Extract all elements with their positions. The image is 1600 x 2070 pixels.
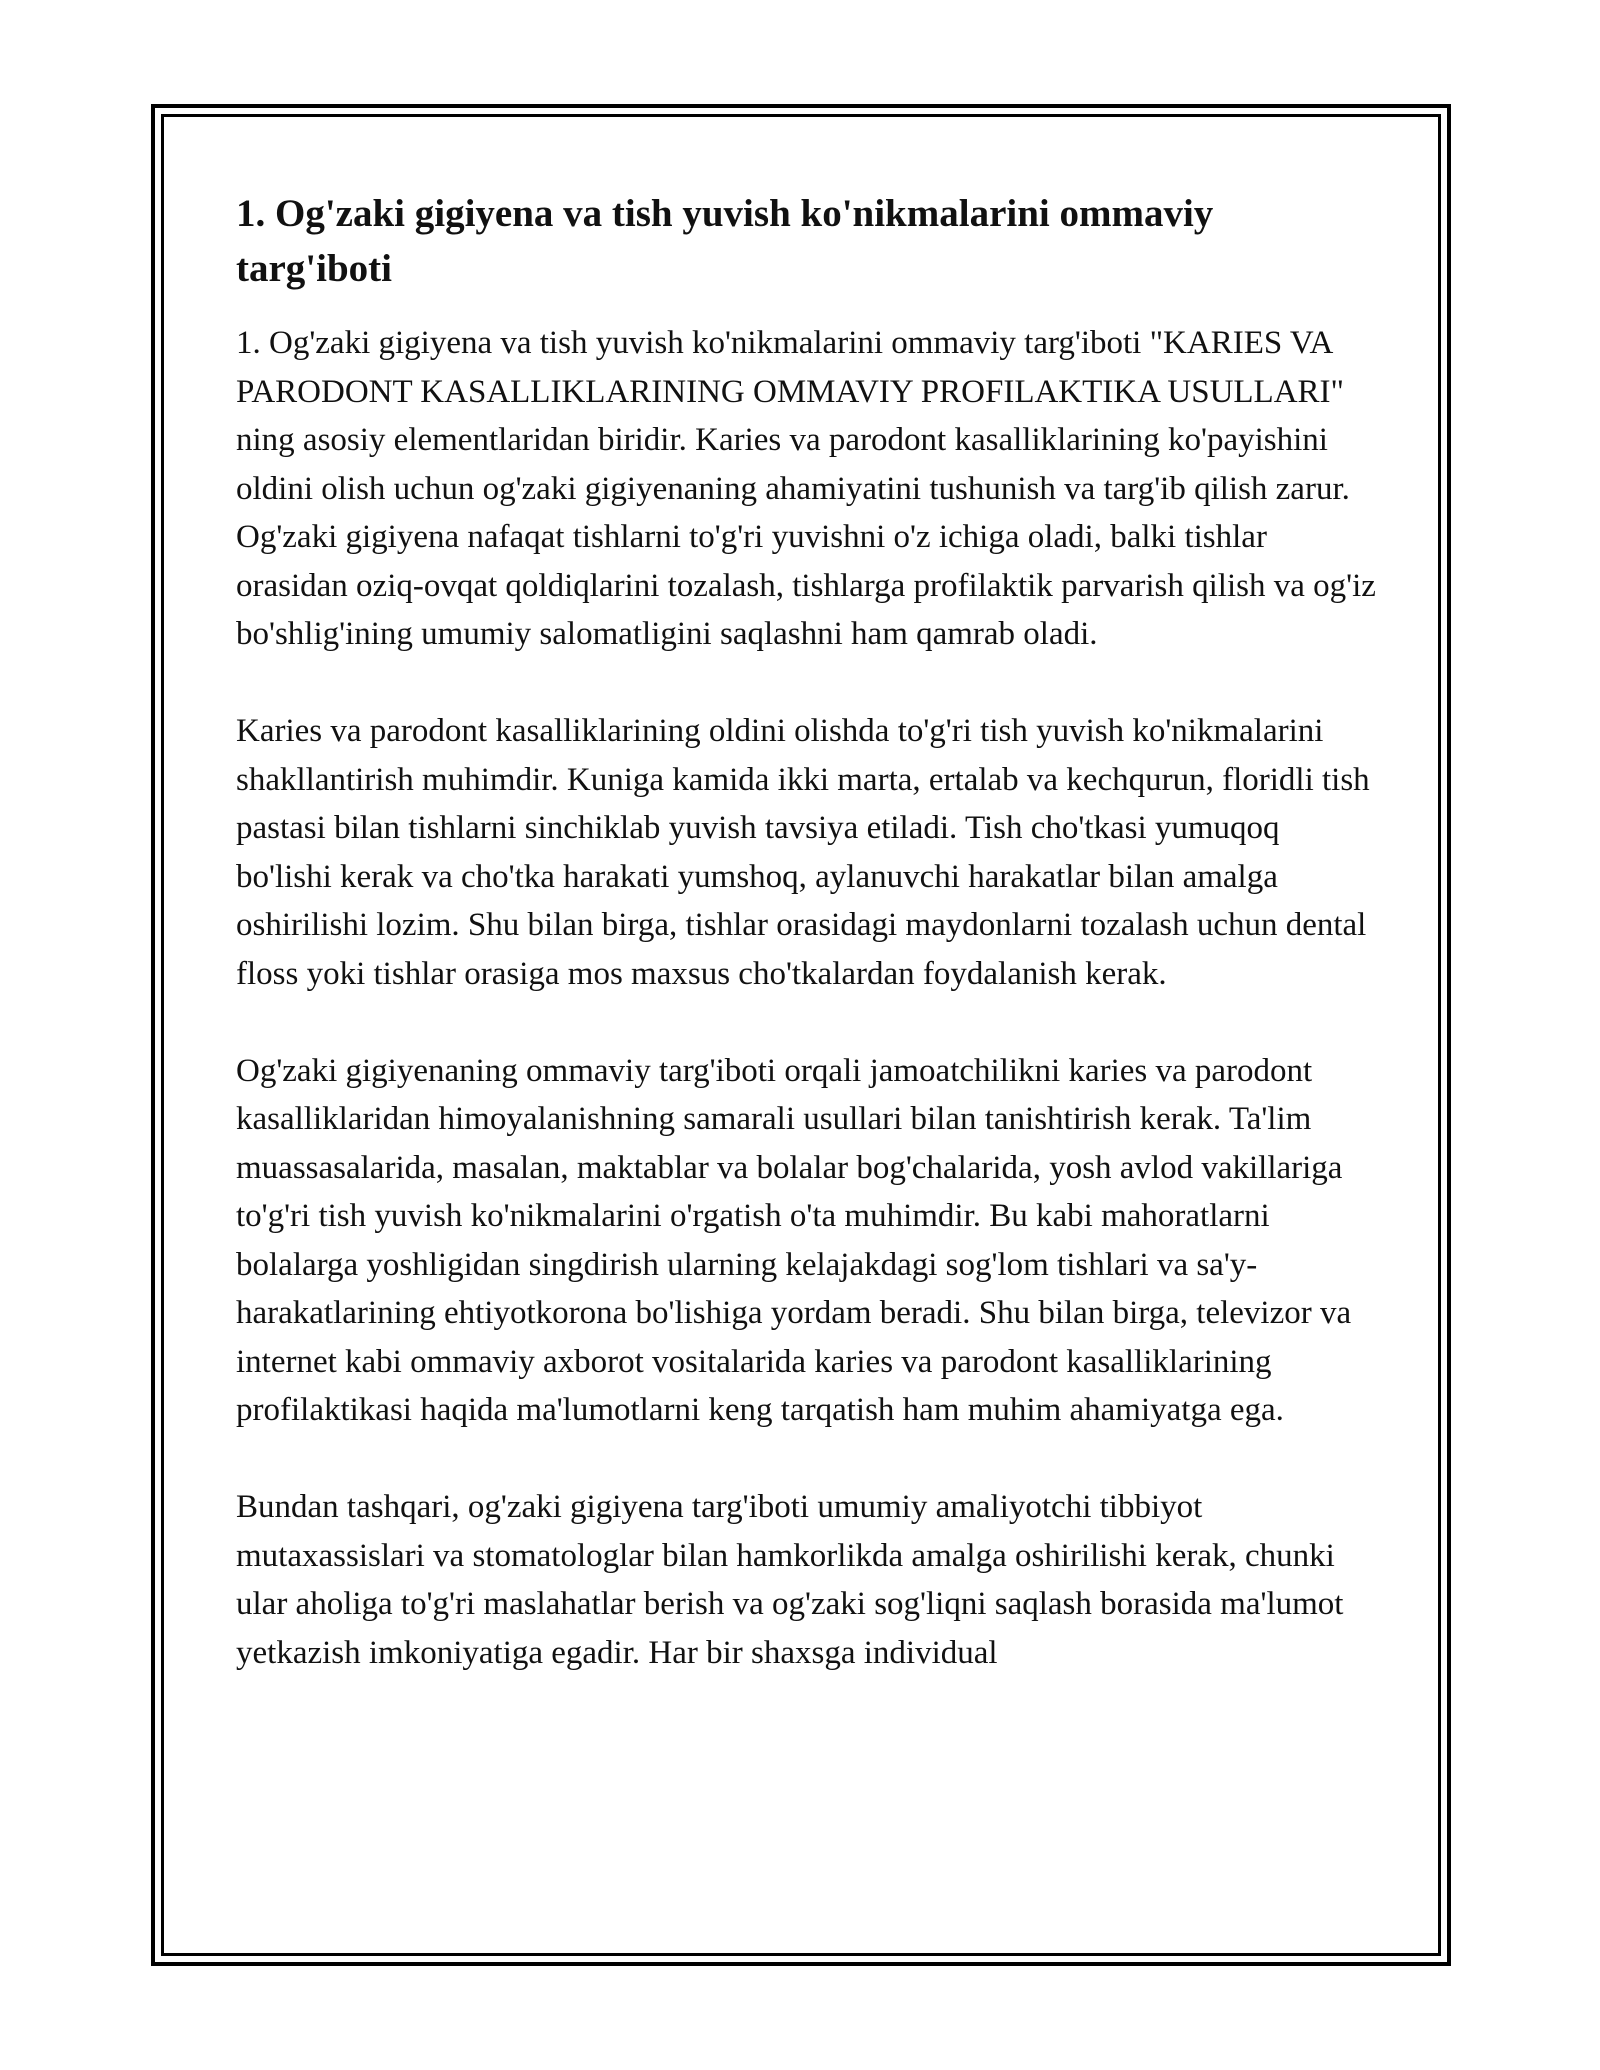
paragraph-4: Bundan tashqari, og'zaki gigiyena targ'iboti umumiy amaliyotchi tibbiyot mutaxassislari va stomatologlar bilan hamkorlikda amalga oshirilishi kerak, chunki ular aholiga to'g'ri maslahatlar berish va og'zaki sog'liqni saqlash borasida ma'lumot yetkazish imkoniyatiga egadir. Har bir shaxsga individual — [236, 1489, 1344, 1671]
document-title: 1. Og'zaki gigiyena va tish yuvish ko'nikmalarini ommaviy targ'iboti — [236, 192, 1214, 290]
paragraph-2: Karies va parodont kasalliklarining oldini olishda to'g'ri tish yuvish ko'nikmalarini shakllantirish muhimdir. Kuniga kamida ikki marta, ertalab va kechqurun, floridli tish pastasi bilan tishlarni sinchiklab yuvish tavsiya etiladi. Tish cho'tkasi yumuqoq bo'lishi kerak va cho'tka harakati yumshoq, aylanuvchi harakatlar bilan amalga oshirilishi lozim. Shu bilan birga, tishlar orasidagi maydonlarni tozalash uchun dental floss yoki tishlar orasiga mos maxsus cho'tkalardan foydalanish kerak. — [236, 713, 1370, 992]
paragraph-3: Og'zaki gigiyenaning ommaviy targ'iboti orqali jamoatchilikni karies va parodont kasalliklaridan himoyalanishning samarali usullari bilan tanishtirish kerak. Ta'lim muassasalarida, masalan, maktablar va bolalar bog'chalarida, yosh avlod vakillariga to'g'ri tish yuvish ko'nikmalarini o'rgatish o'ta muhimdir. Bu kabi mahoratlarni bolalarga yoshligidan singdirish ularning kelajakdagi sog'lom tishlari va sa'y-harakatlarining ehtiyotkorona bo'lishiga yordam beradi. Shu bilan birga, televizor va internet kabi ommaviy axborot vositalarida karies va parodont kasalliklarining profilaktikasi haqida ma'lumotlarni keng tarqatish ham muhim ahamiyatga ega. — [236, 1052, 1352, 1428]
document-body — [236, 186, 1376, 1726]
paragraph-1: 1. Og'zaki gigiyena va tish yuvish ko'nikmalarini ommaviy targ'iboti "KARIES VA PARODONT KASALLIKLARINING OMMAVIY PROFILAKTIKA USULLARI" ning asosiy elementlaridan biridir. Karies va parodont kasalliklarining ko'payishini oldini olish uchun og'zaki gigiyenaning ahamiyatini tushunish va targ'ib qilish zarur. Og'zaki gigiyena nafaqat tishlarni to'g'ri yuvishni o'z ichiga oladi, balki tishlar orasidan oziq-ovqat qoldiqlarini tozalash, tishlarga profilaktik parvarish qilish va og'iz bo'shlig'ining umumiy salomatligini saqlashni ham qamrab oladi. — [236, 325, 1376, 652]
